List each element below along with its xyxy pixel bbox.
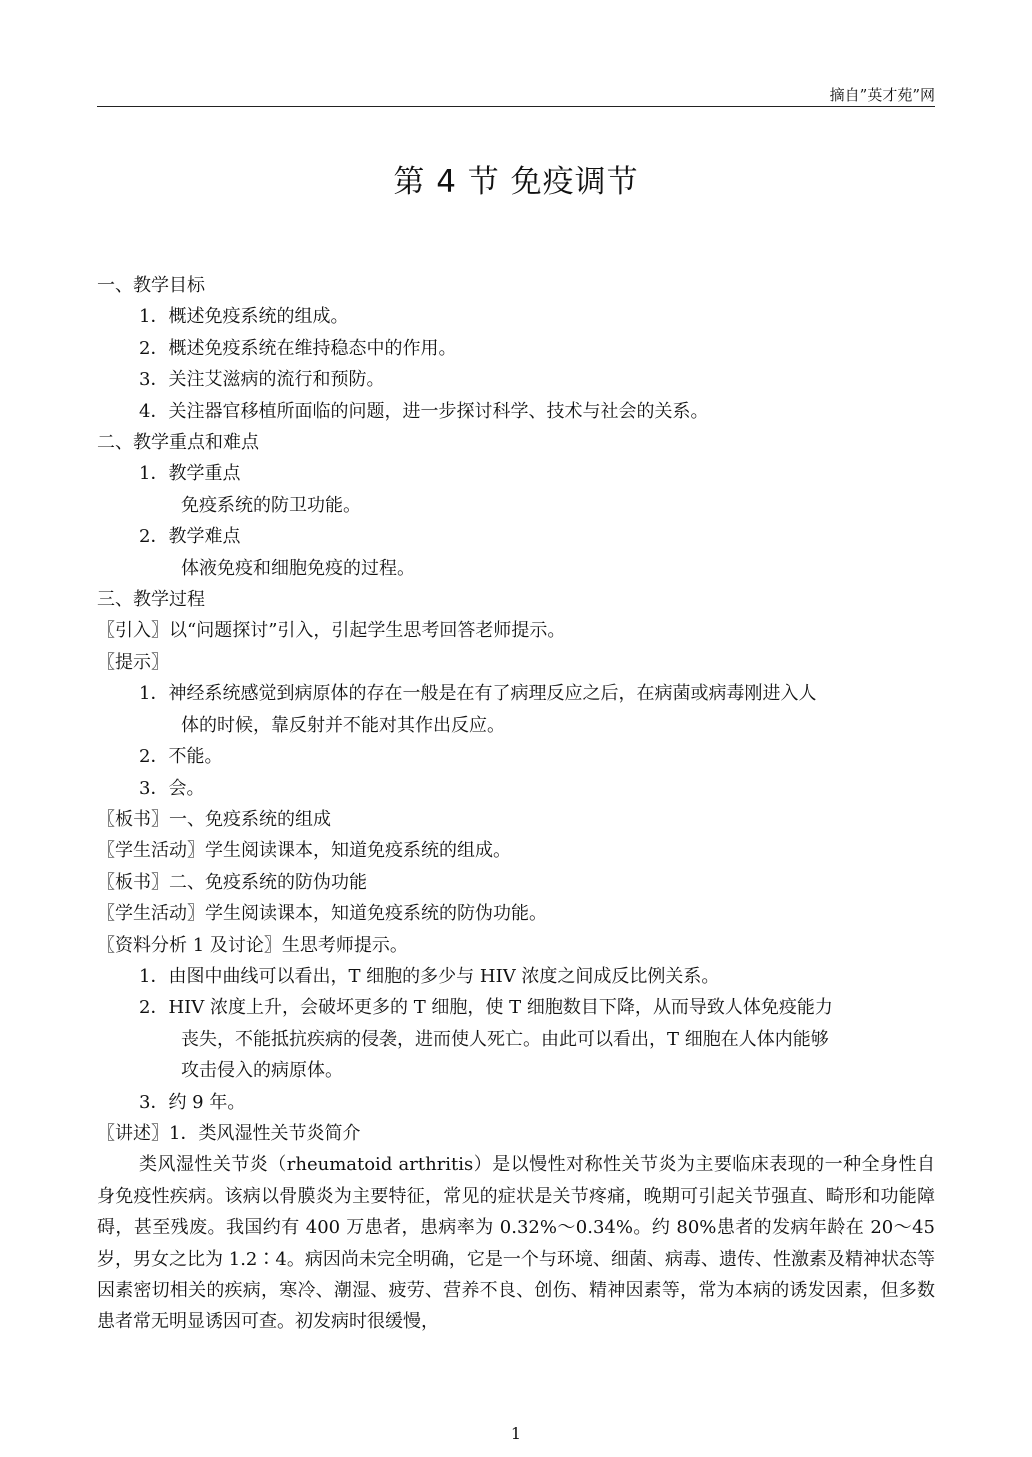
section-heading: 三、教学过程 — [97, 589, 205, 611]
list-item: 1．由图中曲线可以看出，T 细胞的多少与 HIV 浓度之间成反比例关系。 — [139, 965, 720, 987]
list-item: 2．不能。 — [139, 746, 223, 768]
section-heading: 一、教学目标 — [97, 275, 205, 296]
list-item: 3．约 9 年。 — [139, 1091, 246, 1113]
list-item: 3．会。 — [139, 777, 205, 799]
list-item: 1．教学重点 — [139, 463, 241, 485]
text-line: 〖学生活动〗学生阅读课本，知道免疫系统的组成。 — [97, 840, 511, 862]
list-item: 4．关注器官移植所面临的问题，进一步探讨科学、技术与社会的关系。 — [139, 400, 709, 422]
list-item: 2．概述免疫系统在维持稳态中的作用。 — [139, 337, 457, 359]
list-detail: 免疫系统的防卫功能。 — [181, 494, 361, 516]
text-line: 〖讲述〗1．类风湿性关节炎简介 — [97, 1122, 361, 1144]
text-line: 〖板书〗二、免疫系统的防伪功能 — [97, 871, 367, 893]
text-line: 〖板书〗一、免疫系统的组成 — [97, 808, 331, 830]
text-line: 〖资料分析 1 及讨论〗生思考师提示。 — [97, 934, 408, 956]
text-line: 〖引入〗以“问题探讨”引入，引起学生思考回答老师提示。 — [97, 620, 566, 642]
list-item-continuation: 体的时候，靠反射并不能对其作出反应。 — [181, 714, 505, 736]
list-item: 1．概述免疫系统的组成。 — [139, 306, 349, 328]
list-item: 2．HIV 浓度上升，会破坏更多的 T 细胞，使 T 细胞数目下降，从而导致人体免疫能力 — [139, 997, 833, 1019]
list-item-continuation: 丧失，不能抵抗疾病的侵袭，进而使人死亡。由此可以看出，T 细胞在人体内能够 — [181, 1028, 829, 1050]
document-title: 第 4 节 免疫调节 — [393, 164, 639, 200]
list-item: 2．教学难点 — [139, 526, 241, 548]
page-header — [97, 86, 935, 107]
list-item: 3．关注艾滋病的流行和预防。 — [139, 369, 385, 391]
header-source: 摘自”英才苑”网 — [829, 86, 935, 104]
list-item: 1．神经系统感觉到病原体的存在一般是在有了病理反应之后，在病菌或病毒刚进入人 — [139, 683, 817, 705]
text-line: 〖学生活动〗学生阅读课本，知道免疫系统的防伪功能。 — [97, 903, 547, 925]
section-heading: 二、教学重点和难点 — [97, 432, 259, 454]
list-detail: 体液免疫和细胞免疫的过程。 — [181, 557, 415, 579]
text-line: 〖提示〗 — [97, 651, 169, 673]
document-body — [97, 270, 935, 1338]
page-number: 1 — [510, 1424, 522, 1443]
list-item-continuation: 攻击侵入的病原体。 — [181, 1060, 343, 1082]
body-paragraph: 类风湿性关节炎（rheumatoid arthritis）是以慢性对称性关节炎为主要临床表现的一种全身性自身免疫性疾病。该病以骨膜炎为主要特征，常见的症状是关节疼痛，晚期可引起关节强直、畸形和功能障碍，甚至残废。我国约有 400 万患者，患病率为 0.32%～0.34%。约 80%患者的发病年龄在 20～45 岁，男女之比为 1.2∶4。病因尚未完全明确，它是一个与环境、细菌、病毒、遗传、性激素及精神状态等因素密切相关的疾病，寒冷、潮湿、疲劳、营养不良、创伤、精神因素等，常为本病的诱发因素，但多数患者常无明显诱因可查。初发病时很缓慢， — [97, 1154, 935, 1333]
